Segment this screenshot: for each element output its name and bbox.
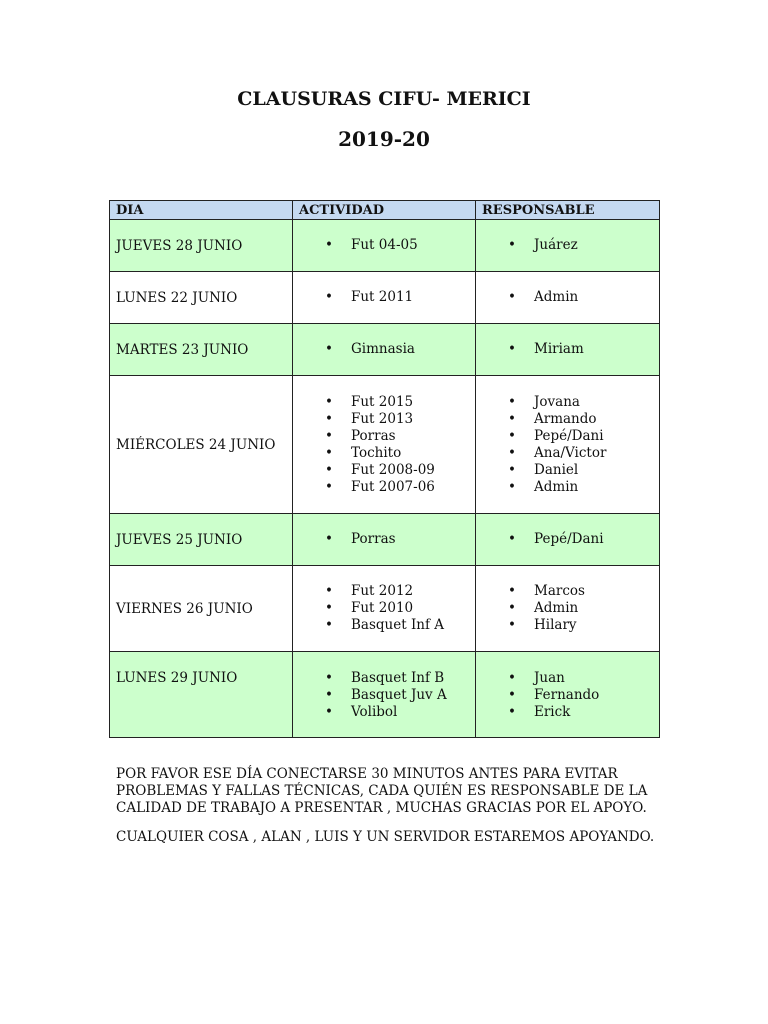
bullet-list [299,583,469,634]
activity-item: • Gimnasia [325,341,469,358]
cell-responsable [476,652,660,738]
activity-item: • Fut 2013 [325,411,469,428]
note-paragraph-2: CUALQUIER COSA , ALAN , LUIS Y UN SERVIDOR ESTAREMOS APOYANDO. [116,829,655,845]
activity-item: • Basquet Juv A [325,687,469,704]
table-row [110,220,660,272]
activity-item: • Fut 2008-09 [325,462,469,479]
activity-item: • Basquet Inf B [325,670,469,687]
bullet-list [482,341,653,358]
activity-item: • Fut 2015 [325,394,469,411]
cell-dia: JUEVES 28 JUNIO [110,220,293,272]
cell-actividad [293,376,476,514]
table-row [110,272,660,324]
activity-item: • Fut 2010 [325,600,469,617]
cell-responsable [476,220,660,272]
activity-item: • Tochito [325,445,469,462]
cell-actividad [293,272,476,324]
responsible-item: • Admin [508,289,653,306]
cell-actividad [293,324,476,376]
table-row [110,376,660,514]
cell-responsable [476,272,660,324]
cell-dia: MARTES 23 JUNIO [110,324,293,376]
responsible-item: • Jovana [508,394,653,411]
bullet-list [299,394,469,496]
activity-item: • Fut 2012 [325,583,469,600]
header-dia: DIA [110,201,293,220]
table-row [110,514,660,566]
activity-item: • Fut 04-05 [325,237,469,254]
responsible-item: • Daniel [508,462,653,479]
note-paragraph-1: POR FAVOR ESE DÍA CONECTARSE 30 MINUTOS ANTES PARA EVITAR PROBLEMAS Y FALLAS TÉCNICAS, CADA QUIÉN ES RESPONSABLE DE LA CALIDAD DE TRABAJO A PRESENTAR , MUCHAS GRACIAS POR EL APOYO. [116,766,648,816]
bullet-list [482,394,653,496]
cell-dia: MIÉRCOLES 24 JUNIO [110,376,293,514]
cell-actividad [293,652,476,738]
header-responsable: RESPONSABLE [476,201,660,220]
table-row [110,652,660,738]
responsible-item: • Hilary [508,617,653,634]
cell-dia: LUNES 29 JUNIO [110,652,293,738]
cell-responsable [476,566,660,652]
responsible-item: • Pepé/Dani [508,428,653,445]
document-year: 2019-20 [338,127,430,151]
activity-item: • Porras [325,531,469,548]
table-row [110,324,660,376]
responsible-item: • Ana/Victor [508,445,653,462]
table-row [110,566,660,652]
bullet-list [299,237,469,254]
bullet-list [299,289,469,306]
document-title: CLAUSURAS CIFU- MERICI [237,88,531,110]
cell-actividad [293,514,476,566]
bullet-list [299,341,469,358]
responsible-item: • Erick [508,704,653,721]
activity-item: • Fut 2011 [325,289,469,306]
bullet-list [482,289,653,306]
responsible-item: • Miriam [508,341,653,358]
activity-item: • Fut 2007-06 [325,479,469,496]
bullet-list [482,583,653,634]
cell-dia: VIERNES 26 JUNIO [110,566,293,652]
responsible-item: • Marcos [508,583,653,600]
responsible-item: • Fernando [508,687,653,704]
responsible-item: • Admin [508,600,653,617]
bullet-list [299,531,469,548]
activity-item: • Volibol [325,704,469,721]
cell-actividad [293,220,476,272]
activity-item: • Basquet Inf A [325,617,469,634]
cell-responsable [476,514,660,566]
cell-dia: LUNES 22 JUNIO [110,272,293,324]
bullet-list [482,670,653,721]
bullet-list [482,531,653,548]
cell-actividad [293,566,476,652]
bullet-list [482,237,653,254]
table-header-row [110,201,660,220]
responsible-item: • Armando [508,411,653,428]
cell-responsable [476,324,660,376]
header-actividad: ACTIVIDAD [293,201,476,220]
responsible-item: • Juan [508,670,653,687]
responsible-item: • Pepé/Dani [508,531,653,548]
responsible-item: • Admin [508,479,653,496]
responsible-item: • Juárez [508,237,653,254]
cell-dia: JUEVES 25 JUNIO [110,514,293,566]
schedule-table [109,200,660,738]
activity-item: • Porras [325,428,469,445]
cell-responsable [476,376,660,514]
bullet-list [299,670,469,721]
